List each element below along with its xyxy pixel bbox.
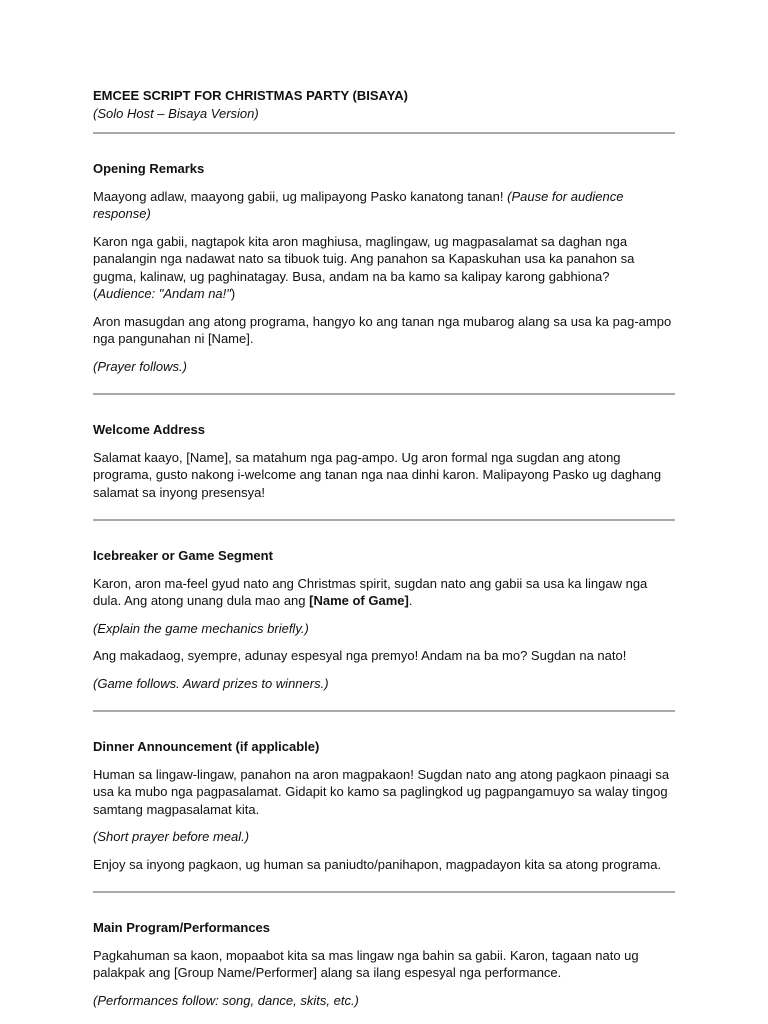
paragraph: Enjoy sa inyong pagkaon, ug human sa paniudto/panihapon, magpadayon kita sa atong programa. <box>93 856 662 872</box>
stage-direction: (Short prayer before meal.) <box>93 829 250 844</box>
stage-direction: (Pause for audience response) <box>93 188 624 221</box>
section-dinner-announcement <box>93 712 675 891</box>
paragraph: Aron masugdan ang atong programa, hangyo ko ang tanan nga mubarog alang sa usa ka pag-ampo nga pangunahan ni [Name]. <box>93 313 672 346</box>
document-title: EMCEE SCRIPT FOR CHRISTMAS PARTY (BISAYA) <box>93 88 408 103</box>
section-heading: Main Program/Performances <box>93 920 271 935</box>
section-heading: Welcome Address <box>93 422 205 437</box>
document-page <box>93 87 675 1019</box>
section-opening-remarks <box>93 134 675 393</box>
stage-direction: (Performances follow: song, dance, skits, etc.) <box>93 992 359 1008</box>
section-heading: Icebreaker or Game Segment <box>93 548 273 563</box>
document-subtitle: (Solo Host – Bisaya Version) <box>93 105 259 121</box>
stage-direction: (Prayer follows.) <box>93 358 187 374</box>
section-heading: Opening Remarks <box>93 161 205 176</box>
paragraph-text: Maayong adlaw, maayong gabii, ug malipayong Pasko kanatong tanan! <box>93 188 508 204</box>
paragraph <box>93 188 675 223</box>
stage-direction: Audience: "Andam na!" <box>97 286 231 301</box>
section-icebreaker <box>93 521 675 710</box>
stage-direction: (Explain the game mechanics briefly.) <box>93 620 309 636</box>
section-heading: Dinner Announcement (if applicable) <box>93 739 320 754</box>
paragraph-text: Karon, aron ma-feel gyud nato ang Christmas spirit, sugdan nato ang gabii sa usa ka lingaw nga dula. Ang atong unang dula mao ang <box>93 575 648 608</box>
paragraph <box>93 233 675 303</box>
paragraph: Ang makadaog, syempre, adunay espesyal nga premyo! Andam na ba mo? Sugdan na nato! <box>93 648 627 663</box>
game-name-placeholder: [Name of Game] <box>309 593 409 608</box>
section-welcome-address <box>93 395 675 519</box>
paragraph: Salamat kaayo, [Name], sa matahum nga pag-ampo. Ug aron formal nga sugdan ang atong programa, gusto nakong i-welcome ang tanan nga naa dinhi karon. Malipayong Pasko ug daghang salamat sa inyong presensya! <box>93 449 662 500</box>
paragraph-text: . <box>408 593 413 608</box>
paragraph: Pagkahuman sa kaon, mopaabot kita sa mas lingaw nga bahin sa gabii. Karon, tagaan nato ug palakpak ang [Group Name/Performer] alang sa ilang espesyal nga performance. <box>93 947 639 980</box>
paragraph <box>93 575 675 610</box>
paragraph: Human sa lingaw-lingaw, panahon na aron magpakaon! Sugdan nato ang atong pagkaon pinaagi sa usa ka mubo nga pagpasalamat. Gidapit ko kamo sa paglingkod ug pagpangamuyo sa walay tingog samtang magpasalamat kita. <box>93 766 670 817</box>
stage-direction: (Game follows. Award prizes to winners.) <box>93 675 329 691</box>
paragraph-text: Karon nga gabii, nagtapok kita aron maghiusa, maglingaw, ug magpasalamat sa daghan nga panalangin nga nadawat nato sa tibuok tuig. Ang panahon sa Kapaskuhan usa ka panahon sa gugma, kalinaw, ug paghinatagay. Busa, andam na ba kamo sa kalipay karong gabhiona? ( <box>93 233 635 301</box>
paragraph-text: ) <box>230 286 236 301</box>
section-main-program <box>93 893 675 1009</box>
